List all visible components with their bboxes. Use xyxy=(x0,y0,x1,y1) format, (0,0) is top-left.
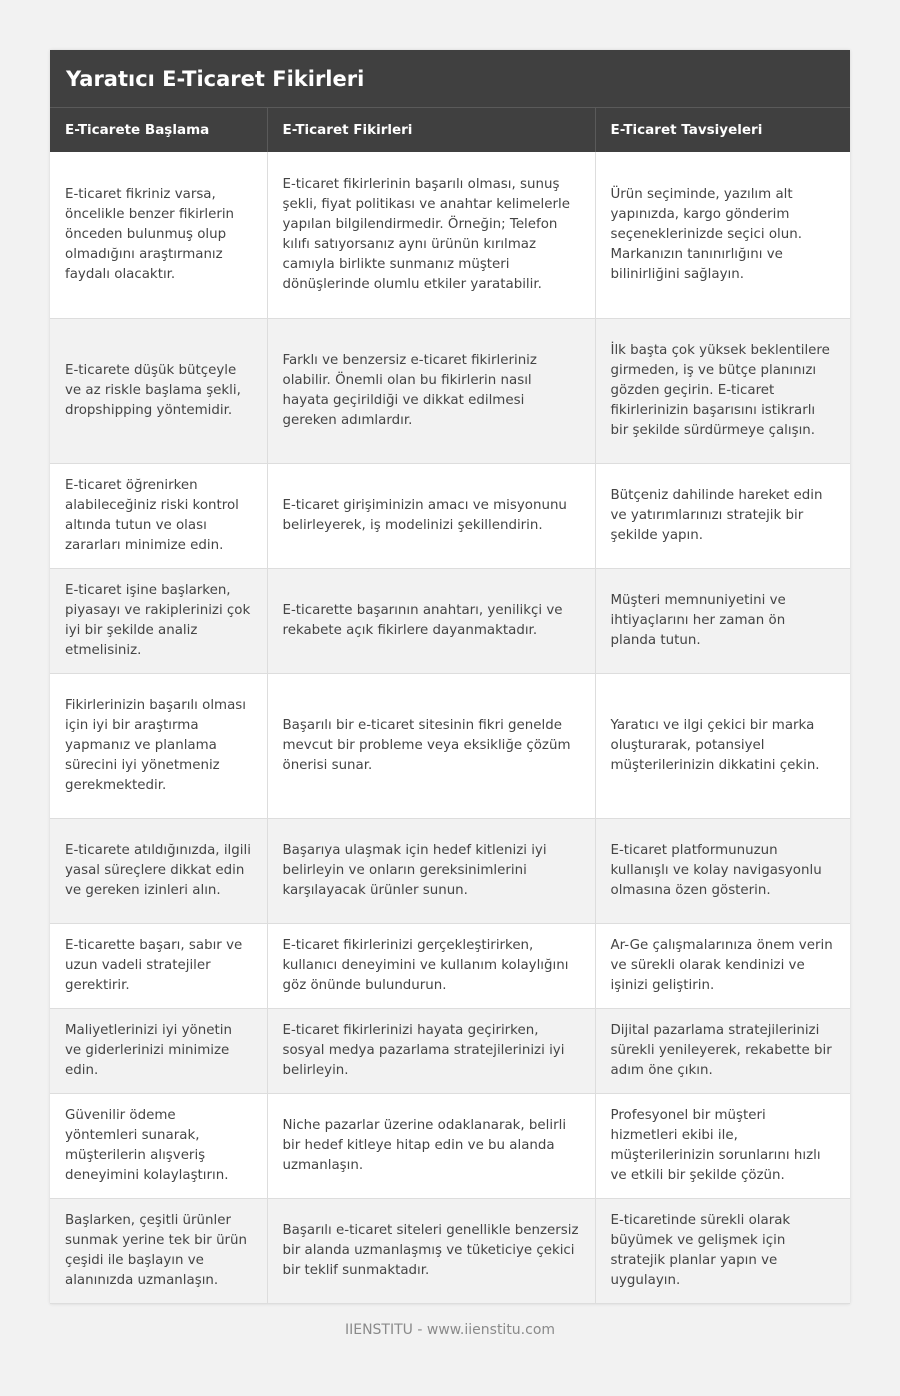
table-cell: E-ticarete atıldığınızda, ilgili yasal süreçlere dikkat edin ve gereken izinleri alın. xyxy=(50,818,267,923)
table-row xyxy=(50,673,850,818)
column-header-fikirler: E-Ticaret Fikirleri xyxy=(267,108,595,152)
table-card xyxy=(50,50,850,1304)
table-cell: Bütçeniz dahilinde hareket edin ve yatırımlarınızı stratejik bir şekilde yapın. xyxy=(595,463,850,568)
table-cell: E-ticaret fikirlerinin başarılı olması, sunuş şekli, fiyat politikası ve anahtar kelimelerle yapılan bilgilendirmedir. Örneğin; Telefon kılıfı satıyorsanız aynı ürünün kırılmaz camıyla birlikte sunmanız müşteri dönüşlerinde olumlu etkiler yaratabilir. xyxy=(267,152,595,318)
table-row xyxy=(50,152,850,318)
column-header-tavsiyeler: E-Ticaret Tavsiyeleri xyxy=(595,108,850,152)
table-cell: E-ticaret fikirlerinizi hayata geçirirken, sosyal medya pazarlama stratejilerinizi iyi belirleyin. xyxy=(267,1008,595,1093)
ideas-table xyxy=(50,108,850,1304)
table-cell: E-ticarete düşük bütçeyle ve az riskle başlama şekli, dropshipping yöntemidir. xyxy=(50,318,267,463)
table-cell: Profesyonel bir müşteri hizmetleri ekibi ile, müşterilerinizin sorunlarını hızlı ve etkili bir şekilde çözün. xyxy=(595,1093,850,1198)
table-cell: Başarıya ulaşmak için hedef kitlenizi iyi belirleyin ve onların gereksinimlerini karşılayacak ürünler sunun. xyxy=(267,818,595,923)
table-row xyxy=(50,923,850,1008)
table-row xyxy=(50,1093,850,1198)
column-header-baslama: E-Ticarete Başlama xyxy=(50,108,267,152)
table-cell: Güvenilir ödeme yöntemleri sunarak, müşterilerin alışveriş deneyimini kolaylaştırın. xyxy=(50,1093,267,1198)
table-row xyxy=(50,1198,850,1303)
table-cell: E-ticaretinde sürekli olarak büyümek ve gelişmek için stratejik planlar yapın ve uygulayın. xyxy=(595,1198,850,1303)
table-cell: Başarılı bir e-ticaret sitesinin fikri genelde mevcut bir probleme veya eksikliğe çözüm önerisi sunar. xyxy=(267,673,595,818)
table-cell: E-ticaret fikirlerinizi gerçekleştirirken, kullanıcı deneyimini ve kullanım kolaylığını göz önünde bulundurun. xyxy=(267,923,595,1008)
table-cell: Fikirlerinizin başarılı olması için iyi bir araştırma yapmanız ve planlama sürecini iyi yönetmeniz gerekmektedir. xyxy=(50,673,267,818)
table-cell: E-ticaret öğrenirken alabileceğiniz riski kontrol altında tutun ve olası zararları minimize edin. xyxy=(50,463,267,568)
table-row xyxy=(50,568,850,673)
table-cell: E-ticaret işine başlarken, piyasayı ve rakiplerinizi çok iyi bir şekilde analiz etmelisiniz. xyxy=(50,568,267,673)
table-cell: İlk başta çok yüksek beklentilere girmeden, iş ve bütçe planınızı gözden geçirin. E-ticaret fikirlerinizin başarısını istikrarlı bir şekilde sürdürmeye çalışın. xyxy=(595,318,850,463)
table-cell: E-ticaret fikriniz varsa, öncelikle benzer fikirlerin önceden bulunmuş olup olmadığını araştırmanız faydalı olacaktır. xyxy=(50,152,267,318)
table-row xyxy=(50,318,850,463)
table-row xyxy=(50,818,850,923)
table-cell: Yaratıcı ve ilgi çekici bir marka oluşturarak, potansiyel müşterilerinizin dikkatini çekin. xyxy=(595,673,850,818)
table-cell: Maliyetlerinizi iyi yönetin ve giderlerinizi minimize edin. xyxy=(50,1008,267,1093)
table-cell: E-ticarette başarı, sabır ve uzun vadeli stratejiler gerektirir. xyxy=(50,923,267,1008)
table-title: Yaratıcı E-Ticaret Fikirleri xyxy=(50,50,850,108)
table-row xyxy=(50,463,850,568)
table-cell: Niche pazarlar üzerine odaklanarak, belirli bir hedef kitleye hitap edin ve bu alanda uzmanlaşın. xyxy=(267,1093,595,1198)
table-cell: E-ticarette başarının anahtarı, yenilikçi ve rekabete açık fikirlere dayanmaktadır. xyxy=(267,568,595,673)
table-cell: Ürün seçiminde, yazılım alt yapınızda, kargo gönderim seçeneklerinizde seçici olun. Markanızın tanınırlığını ve bilinirliğini sağlayın. xyxy=(595,152,850,318)
table-cell: E-ticaret platformunuzun kullanışlı ve kolay navigasyonlu olmasına özen gösterin. xyxy=(595,818,850,923)
table-row xyxy=(50,1008,850,1093)
footer-credit: IIENSTITU - www.iienstitu.com xyxy=(344,1322,556,1338)
table-cell: Başarılı e-ticaret siteleri genellikle benzersiz bir alanda uzmanlaşmış ve tüketiciye çekici bir teklif sunmaktadır. xyxy=(267,1198,595,1303)
table-cell: Müşteri memnuniyetini ve ihtiyaçlarını her zaman ön planda tutun. xyxy=(595,568,850,673)
table-cell: Ar-Ge çalışmalarınıza önem verin ve sürekli olarak kendinizi ve işinizi geliştirin. xyxy=(595,923,850,1008)
table-cell: Başlarken, çeşitli ürünler sunmak yerine tek bir ürün çeşidi ile başlayın ve alanınızda uzmanlaşın. xyxy=(50,1198,267,1303)
header-row xyxy=(50,108,850,152)
table-cell: Farklı ve benzersiz e-ticaret fikirleriniz olabilir. Önemli olan bu fikirlerin nasıl hayata geçirildiği ve dikkat edilmesi gereken adımlardır. xyxy=(267,318,595,463)
table-cell: E-ticaret girişiminizin amacı ve misyonunu belirleyerek, iş modelinizi şekillendirin. xyxy=(267,463,595,568)
table-cell: Dijital pazarlama stratejilerinizi sürekli yenileyerek, rekabette bir adım öne çıkın. xyxy=(595,1008,850,1093)
